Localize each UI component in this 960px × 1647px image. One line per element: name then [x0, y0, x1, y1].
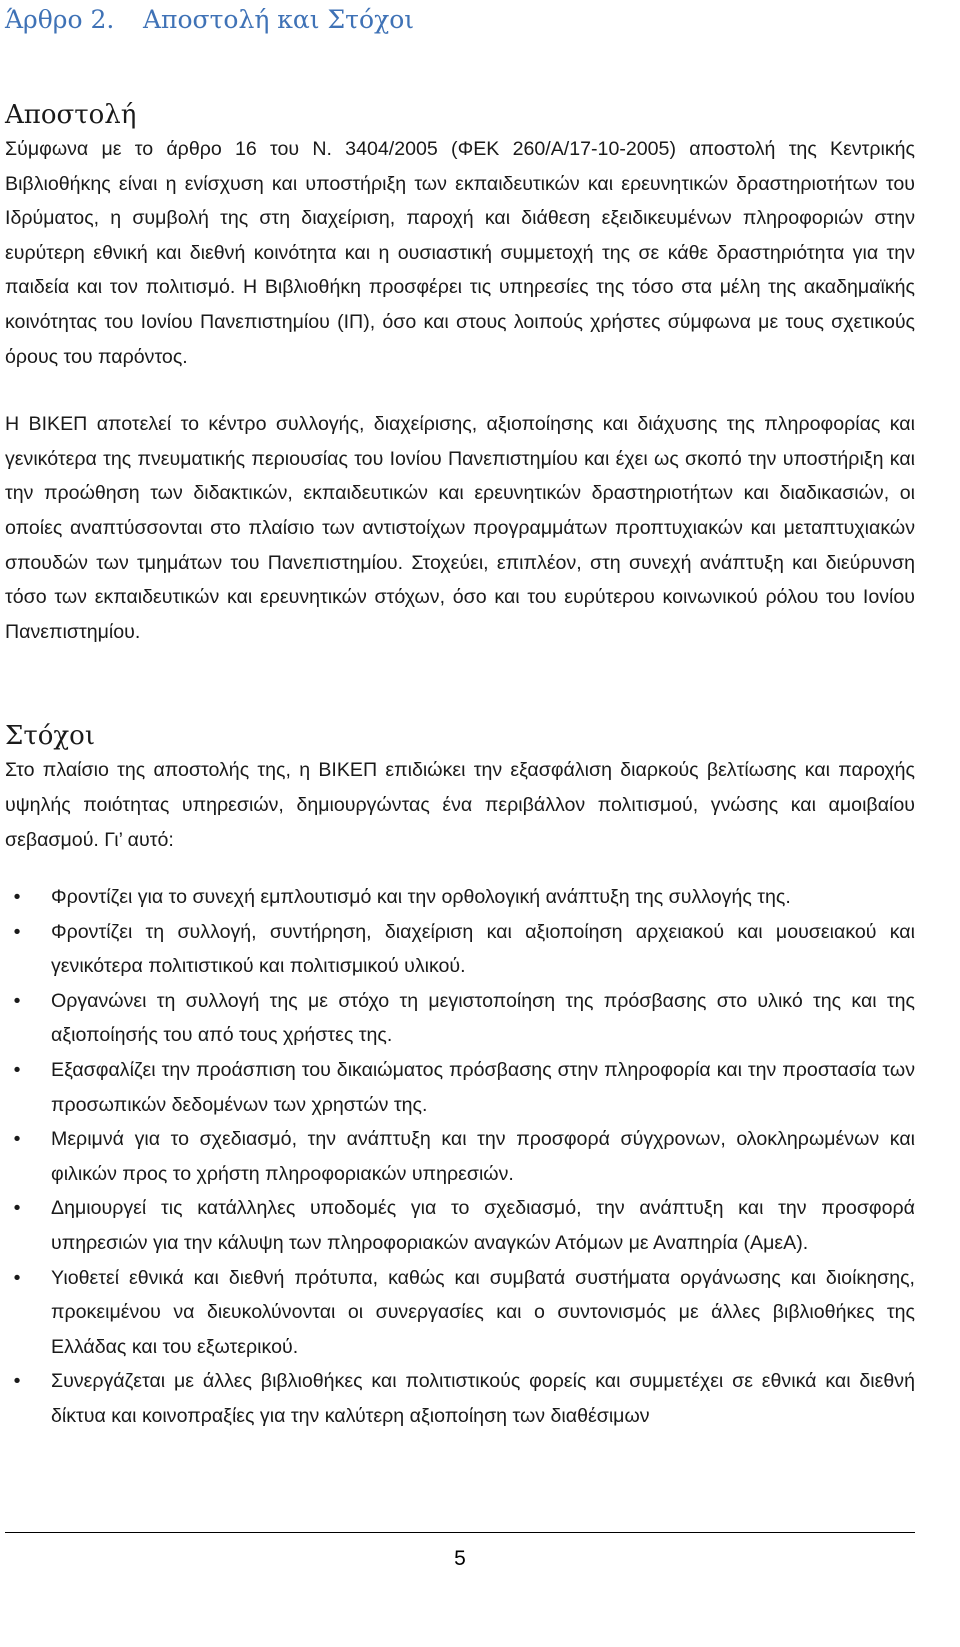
bullet-icon: •: [13, 886, 21, 909]
goal-item: [5, 1364, 915, 1433]
goal-item: [5, 1122, 915, 1191]
goal-text: Μεριμνά για το σχεδιασμό, την ανάπτυξη και την προσφορά σύγχρονων, ολοκληρωμένων και φιλικών προς το χρήστη πληροφοριακών υπηρεσιών.: [51, 1128, 915, 1185]
article-number: Άρθρο 2.: [5, 5, 115, 34]
goal-item: [5, 1261, 915, 1365]
goal-text: Υιοθετεί εθνικά και διεθνή πρότυπα, καθώς και συμβατά συστήματα οργάνωσης και διοίκησης, προκειμένου να διευκολύνονται οι συνεργασίες και ο συντονισμός με άλλες βιβλιοθήκες της Ελλάδας και του εξωτερικού.: [51, 1266, 915, 1358]
goal-item: [5, 915, 915, 984]
bullet-icon: •: [13, 1128, 21, 1151]
article-title: Αποστολή και Στόχοι: [143, 5, 415, 34]
bullet-icon: •: [13, 1059, 21, 1082]
mission-paragraph-2: Η ΒΙΚΕΠ αποτελεί το κέντρο συλλογής, διαχείρισης, αξιοποίησης και διάχυσης της πληροφορίας και γενικότερα της πνευματικής περιουσίας του Ιονίου Πανεπιστημίου και έχει ως σκοπό την υποστήριξη και την προώθηση των διδακτικών, εκπαιδευτικών και ερευνητικών δραστηριοτήτων και διαδικασιών, οι οποίες αναπτύσσονται στο πλαίσιο των αντιστοίχων προγραμμάτων προπτυχιακών και μεταπτυχιακών σπουδών των τμημάτων του Πανεπιστημίου. Στοχεύει, επιπλέον, στη συνεχή ανάπτυξη και διεύρυνση τόσο των εκπαιδευτικών και ερευνητικών στόχων, όσο και του ευρύτερου κοινωνικού ρόλου του Ιονίου Πανεπιστημίου.: [5, 413, 915, 643]
mission-paragraph-1: Σύμφωνα με το άρθρο 16 του Ν. 3404/2005 (ΦΕΚ 260/Α/17-10-2005) αποστολή της Κεντρικής Βιβλιοθήκης είναι η ενίσχυση και υποστήριξη των εκπαιδευτικών και ερευνητικών δραστηριοτήτων του Ιδρύματος, η συμβολή της στη διαχείριση, παροχή και διάθεση εξειδικευμένων πληροφοριών στην ευρύτερη εθνική και διεθνή κοινότητα και η ουσιαστική συμμετοχή της σε κάθε δραστηριότητα για την παιδεία και τον πολιτισμό. Η Βιβλιοθήκη προσφέρει τις υπηρεσίες της τόσο στα μέλη της ακαδημαϊκής κοινότητας του Ιονίου Πανεπιστημίου (ΙΠ), όσο και στους λοιπούς χρήστες σύμφωνα με τους σχετικούς όρους του παρόντος.: [5, 138, 915, 368]
goal-text: Οργανώνει τη συλλογή της με στόχο τη μεγιστοποίηση της πρόσβασης στο υλικό της και της αξιοποίησής του από τους χρήστες της.: [51, 989, 915, 1047]
goal-text: Φροντίζει για το συνεχή εμπλουτισμό και την ορθολογική ανάπτυξη της συλλογής της.: [51, 886, 791, 909]
goal-text: Φροντίζει τη συλλογή, συντήρηση, διαχείριση και αξιοποίηση αρχειακού και μουσειακού και γενικότερα πολιτιστικού και πολιτισμικού υλικού.: [51, 920, 915, 978]
bullet-icon: •: [13, 1197, 21, 1220]
goals-heading: Στόχοι: [5, 721, 96, 752]
bullet-icon: •: [13, 1370, 21, 1393]
mission-heading: Αποστολή: [5, 100, 137, 130]
goals-intro: Στο πλαίσιο της αποστολής της, η ΒΙΚΕΠ επιδιώκει την εξασφάλιση διαρκούς βελτίωσης και παροχής υψηλής ποιότητας υπηρεσιών, δημιουργώντας ένα περιβάλλον πολιτισμού, γνώσης και αμοιβαίου σεβασμού. Γι’ αυτό:: [5, 759, 915, 851]
goal-item: [5, 1191, 915, 1260]
document-page: [5, 0, 915, 1434]
bullet-icon: •: [13, 989, 21, 1012]
goal-text: Εξασφαλίζει την προάσπιση του δικαιώματος πρόσβασης στην πληροφορία και την προστασία των προσωπικών δεδομένων των χρηστών της.: [51, 1059, 915, 1116]
article-heading: [5, 0, 915, 42]
bullet-icon: •: [13, 1266, 21, 1289]
bullet-icon: •: [13, 920, 21, 943]
goal-item: [5, 984, 915, 1053]
goals-list: [5, 880, 915, 1434]
goal-text: Δημιουργεί τις κατάλληλες υποδομές για το σχεδιασμό, την ανάπτυξη και την προσφορά υπηρεσιών για την κάλυψη των πληροφοριακών αναγκών Ατόμων με Αναπηρία (ΑμεΑ).: [51, 1197, 915, 1255]
goal-item: [5, 1053, 915, 1122]
footer-divider: [5, 1532, 915, 1533]
page-number: 5: [454, 1547, 466, 1570]
goal-text: Συνεργάζεται με άλλες βιβλιοθήκες και πολιτιστικούς φορείς και συμμετέχει σε εθνικά και διεθνή δίκτυα και κοινοπραξίες για την καλύτερη αξιοποίηση των διαθέσιμων: [51, 1370, 915, 1427]
goal-item: [5, 880, 915, 915]
